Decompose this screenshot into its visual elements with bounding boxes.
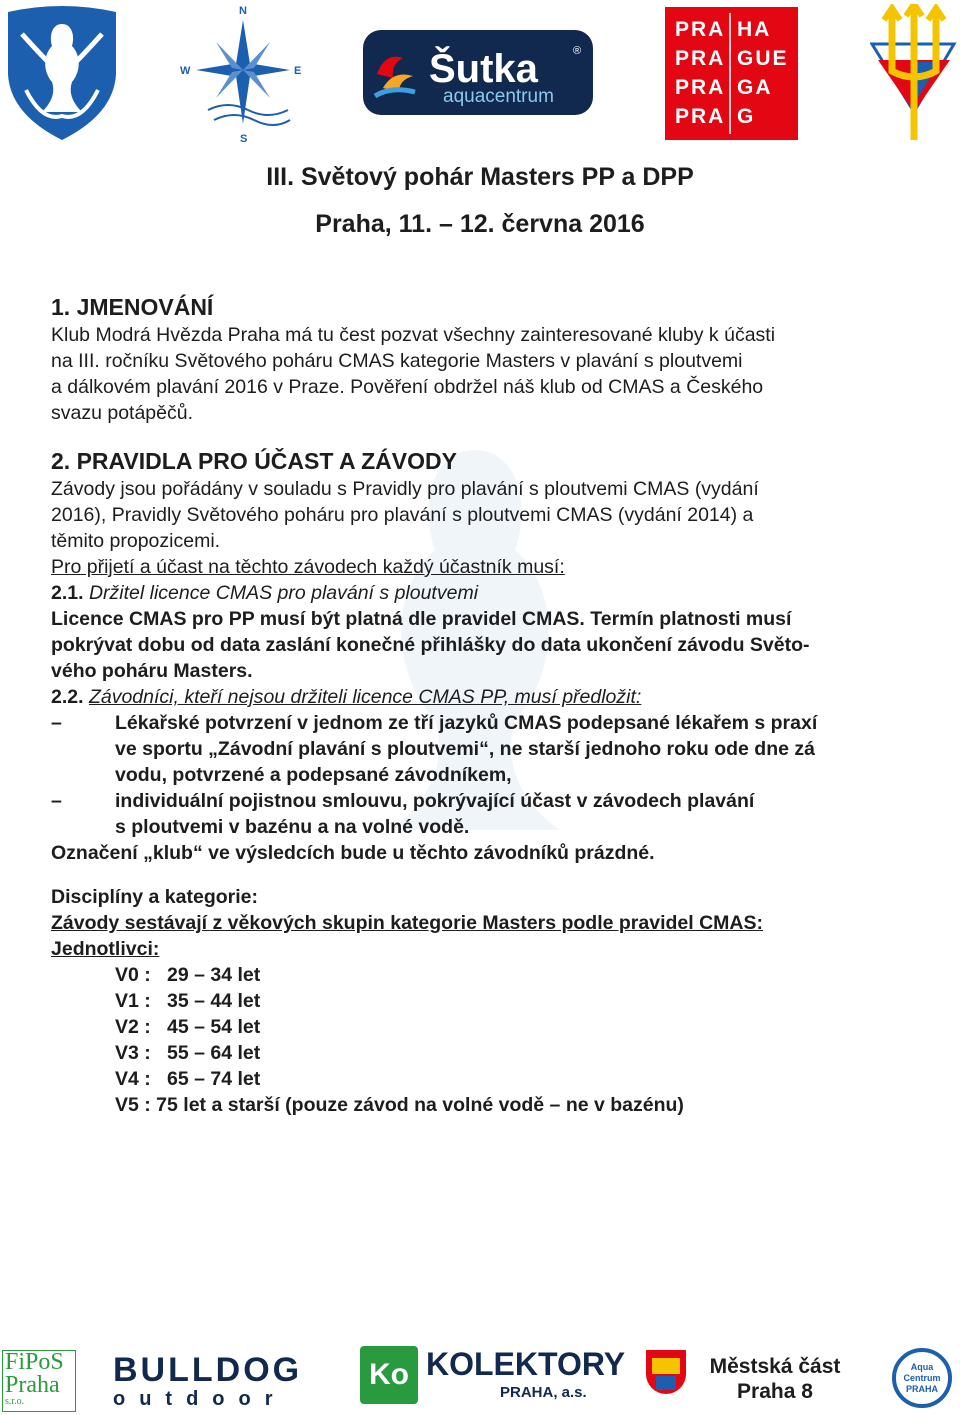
- praha-col1-row3: PRA: [675, 76, 726, 99]
- bullet-line: vodu, potvrzené a podepsané závodníkem,: [115, 764, 512, 786]
- praha-col2-row3: GA: [737, 76, 773, 99]
- aqua-line3: PRAHA: [905, 1384, 938, 1394]
- praha-logo-divider: [729, 13, 731, 134]
- page-subtitle: Praha, 11. – 12. června 2016: [315, 210, 645, 238]
- bullet-line: s ploutvemi v bazénu a na volné vodě.: [115, 816, 470, 838]
- subsection-number: 2.1.: [51, 582, 84, 604]
- fipos-logo: [2, 1350, 76, 1412]
- age-category-row: [51, 1092, 911, 1118]
- fipos-suffix: s.r.o.: [5, 1396, 25, 1407]
- section-2-line: Závody jsou pořádány v souladu s Pravidly pro plavání s ploutvemi CMAS (vydání: [51, 478, 759, 500]
- section-2-line: 2016), Pravidly Světového poháru pro plavání s ploutvemi CMAS (vydání 2014) a: [51, 504, 754, 526]
- compass-n-letter: N: [239, 5, 247, 17]
- dash-marker: –: [51, 790, 62, 812]
- participation-requirement: Pro přijetí a účast na těchto závodech každý účastník musí:: [51, 556, 565, 578]
- section-1-line: svazu potápěčů.: [51, 402, 194, 424]
- compass-rose-logo: [178, 2, 308, 144]
- sutka-sub: aquacentrum: [443, 86, 554, 107]
- age-range: 29 – 34 let: [167, 964, 261, 986]
- section-1-line: a dálkovém plavání 2016 v Praze. Pověření obdržel náš klub od CMAS a Českého: [51, 376, 764, 398]
- age-code: V2 :: [115, 1016, 151, 1038]
- kolektory-sub: PRAHA, a.s.: [500, 1384, 587, 1401]
- age-category-row: [51, 1040, 911, 1066]
- age-range: 35 – 44 let: [167, 990, 261, 1012]
- praha-col2-row2: GUE: [737, 47, 789, 70]
- bullet-item: [51, 788, 911, 840]
- praha8-coat-of-arms-icon: [646, 1350, 686, 1406]
- subsection-number: 2.2.: [51, 686, 84, 708]
- fipos-city: Praha: [5, 1372, 60, 1398]
- compass-w-letter: W: [180, 65, 191, 77]
- trident-flag-logo: [870, 4, 958, 144]
- age-category-last: V5 : 75 let a starší (pouze závod na volné vodě – ne v bazénu): [115, 1094, 684, 1116]
- age-category-row: [51, 962, 911, 988]
- sponsor-footer: [0, 1340, 960, 1415]
- subsection-2-2: [51, 684, 911, 710]
- age-category-row: [51, 1014, 911, 1040]
- age-range: 45 – 54 let: [167, 1016, 261, 1038]
- section-1-line: na III. ročníku Světového poháru CMAS kategorie Masters v plavání s ploutvemi: [51, 350, 743, 372]
- age-category-row: [51, 1066, 911, 1092]
- age-code: V1 :: [115, 990, 151, 1012]
- bullet-item: [51, 710, 911, 788]
- kolektory-name: KOLEKTORY: [426, 1346, 626, 1382]
- licence-line: pokrývat dobu od data zaslání konečné přihlášky do data ukončení závodu Světo-: [51, 634, 810, 656]
- disciplines-heading: Disciplíny a kategorie:: [51, 886, 258, 908]
- kolektory-logo: [360, 1346, 626, 1406]
- individuals-label: Jednotlivci:: [51, 938, 160, 960]
- compass-e-letter: E: [294, 65, 302, 77]
- age-code: V4 :: [115, 1068, 151, 1090]
- sutka-name: Šutka: [429, 47, 538, 91]
- bullet-line: ve sportu „Závodní plavání s ploutvemi“, ne starší jednoho roku ode dne zá: [115, 738, 815, 760]
- subsection-title: Závodníci, kteří nejsou držiteli licence CMAS PP, musí předložit:: [88, 686, 642, 708]
- praha-city-logo: [665, 7, 798, 140]
- age-category-row: [51, 988, 911, 1014]
- age-range: 55 – 64 let: [167, 1042, 261, 1064]
- praha-col2-row1: HA: [737, 18, 772, 41]
- mestska-cast-line1: Městská část: [709, 1355, 841, 1378]
- sutka-aquacentrum-logo: [363, 30, 593, 115]
- licence-line: Licence CMAS pro PP musí být platná dle pravidel CMAS. Termín platnosti musí: [51, 608, 792, 630]
- praha-col2-row4: G: [737, 105, 756, 128]
- fipos-name: FiPoS: [5, 1349, 64, 1375]
- praha-col1-row1: PRA: [675, 18, 726, 41]
- closing-note: Označení „klub“ ve výsledcích bude u těchto závodníků prázdné.: [51, 842, 655, 864]
- age-groups-line: Závody sestávají z věkových skupin kategorie Masters podle pravidel CMAS:: [51, 912, 764, 934]
- document-body: [51, 292, 911, 1118]
- section-2-line: těmito propozicemi.: [51, 530, 221, 552]
- age-range: 65 – 74 let: [167, 1068, 261, 1090]
- praha-col1-row2: PRA: [675, 47, 726, 70]
- age-code: V3 :: [115, 1042, 151, 1064]
- aquacentrum-praha-logo: [892, 1348, 952, 1408]
- aqua-line2: Centrum: [903, 1373, 941, 1383]
- subsection-2-1: [51, 580, 911, 606]
- bulldog-sub: outdoor: [113, 1388, 287, 1410]
- section-1-heading: 1. JMENOVÁNÍ: [51, 294, 214, 320]
- aqua-line1: Aqua: [910, 1362, 934, 1372]
- section-1-line: Klub Modrá Hvězda Praha má tu čest pozvat všechny zainteresované kluby k účasti: [51, 324, 776, 346]
- bullet-line: individuální pojistnou smlouvu, pokrývající účast v závodech plavání: [115, 790, 755, 812]
- bullet-line: Lékařské potvrzení v jednom ze tří jazyků CMAS podepsané lékařem s praxí: [115, 712, 818, 734]
- compass-s-letter: S: [240, 133, 248, 144]
- subsection-title: Držitel licence CMAS pro plavání s ploutvemi: [88, 582, 479, 604]
- page-title: III. Světový pohár Masters PP a DPP: [266, 163, 694, 191]
- bulldog-outdoor-logo: [113, 1352, 313, 1410]
- praha-col1-row4: PRA: [675, 105, 726, 128]
- licence-line: vého poháru Masters.: [51, 660, 253, 682]
- mestska-cast-logo: [700, 1354, 850, 1404]
- age-code: V0 :: [115, 964, 151, 986]
- dash-marker: –: [51, 712, 62, 734]
- club-mermaid-logo: [2, 4, 122, 142]
- section-2-heading: 2. PRAVIDLA PRO ÚČAST A ZÁVODY: [51, 448, 457, 474]
- bulldog-name: BULLDOG: [113, 1351, 303, 1389]
- mestska-cast-line2: Praha 8: [737, 1380, 813, 1403]
- kolektory-mark: Ko: [360, 1346, 418, 1404]
- sutka-reg-mark: ®: [573, 45, 582, 57]
